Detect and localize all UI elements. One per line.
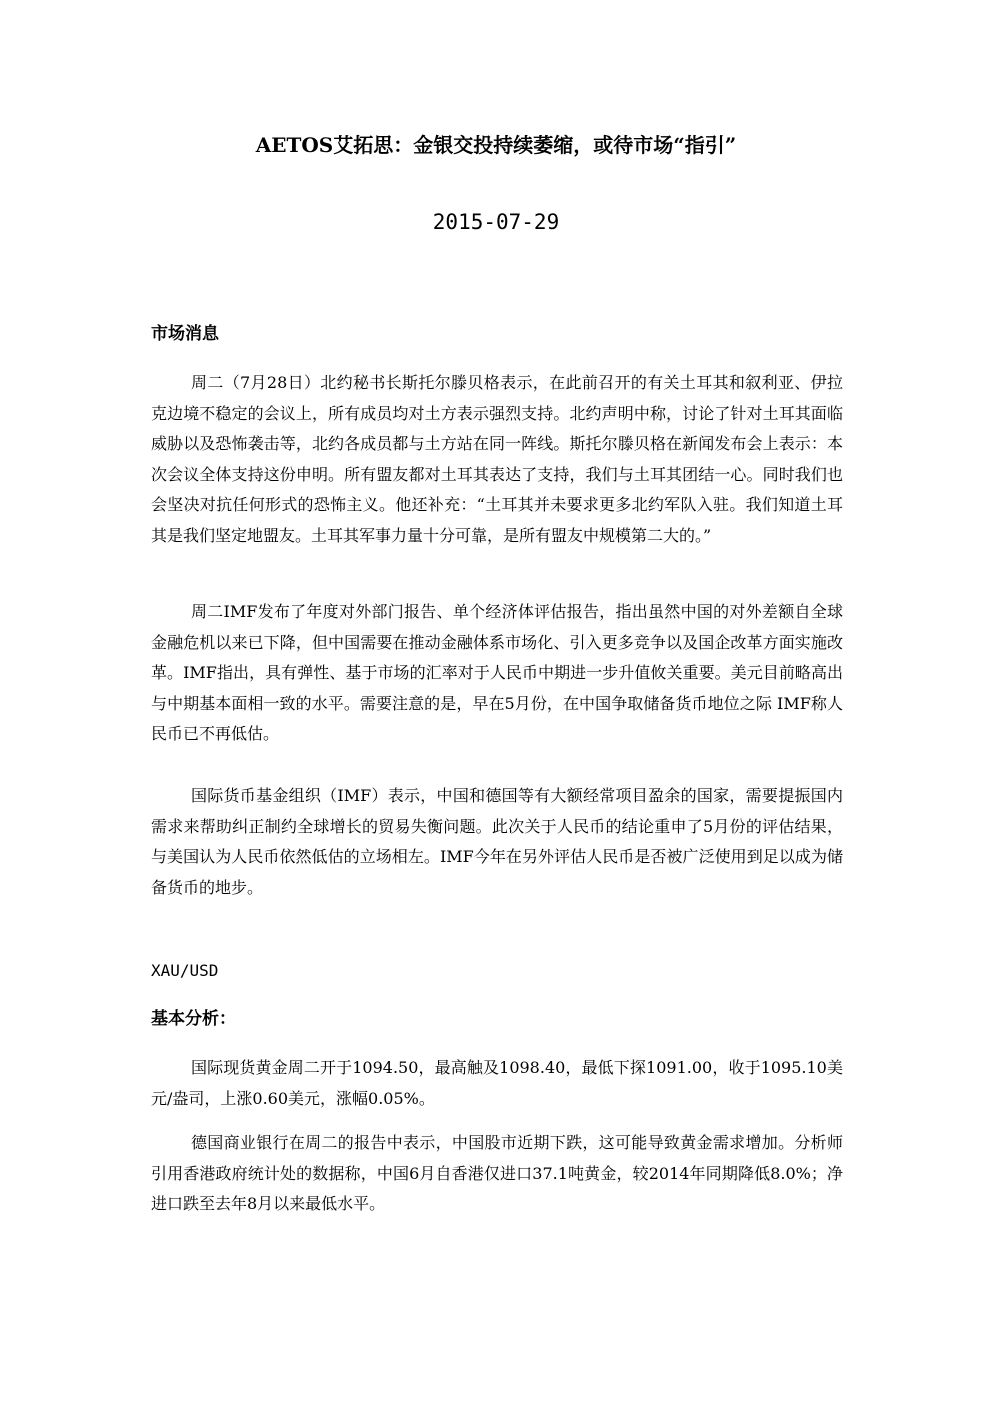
fundamental-analysis-heading: 基本分析： <box>151 1009 236 1029</box>
market-news-paragraph: 国际货币基金组织（IMF）表示，中国和德国等有大额经常项目盈余的国家，需要提振国内需求来帮助纠正制约全球增长的贸易失衡问题。此次关于人民币的结论重申了5月份的评估结果，与美国认为人民币依然低估的立场相左。IMF今年在另外评估人民币是否被广泛使用到足以成为储备货币的地步。 <box>151 786 843 897</box>
market-news-heading: 市场消息 <box>151 324 219 344</box>
document-title: AETOS艾拓思：金银交投持续萎缩，或待市场“指引” <box>255 133 737 157</box>
analysis-paragraph: 国际现货黄金周二开于1094.50，最高触及1098.40，最低下探1091.00，收于1095.10美元/盎司，上涨0.60美元，涨幅0.05%。 <box>151 1058 843 1108</box>
document-date: 2015-07-29 <box>432 210 560 234</box>
symbol-heading: XAU/USD <box>151 961 219 980</box>
market-news-paragraph: 周二（7月28日）北约秘书长斯托尔滕贝格表示，在此前召开的有关土耳其和叙利亚、伊拉克边境不稳定的会议上，所有成员均对土方表示强烈支持。北约声明中称，讨论了针对土耳其面临威胁以及恐怖袭击等，北约各成员都与土方站在同一阵线。斯托尔滕贝格在新闻发布会上表示：本次会议全体支持这份申明。所有盟友都对土耳其表达了支持，我们与土耳其团结一心。同时我们也会坚决对抗任何形式的恐怖主义。他还补充：“土耳其并未要求更多北约军队入驻。我们知道土耳其是我们坚定地盟友。土耳其军事力量十分可靠，是所有盟友中规模第二大的。” <box>151 373 843 545</box>
analysis-paragraph: 德国商业银行在周二的报告中表示，中国股市近期下跌，这可能导致黄金需求增加。分析师引用香港政府统计处的数据称，中国6月自香港仅进口37.1吨黄金，较2014年同期降低8.0%；净进口跌至去年8月以来最低水平。 <box>151 1133 843 1214</box>
market-news-paragraph: 周二IMF发布了年度对外部门报告、单个经济体评估报告，指出虽然中国的对外差额自全球金融危机以来已下降，但中国需要在推动金融体系市场化、引入更多竞争以及国企改革方面实施改革。IMF指出，具有弹性、基于市场的汇率对于人民币中期进一步升值攸关重要。美元目前略高出与中期基本面相一致的水平。需要注意的是，早在5月份，在中国争取储备货币地位之际 IMF称人民币已不再低估。 <box>151 602 843 744</box>
